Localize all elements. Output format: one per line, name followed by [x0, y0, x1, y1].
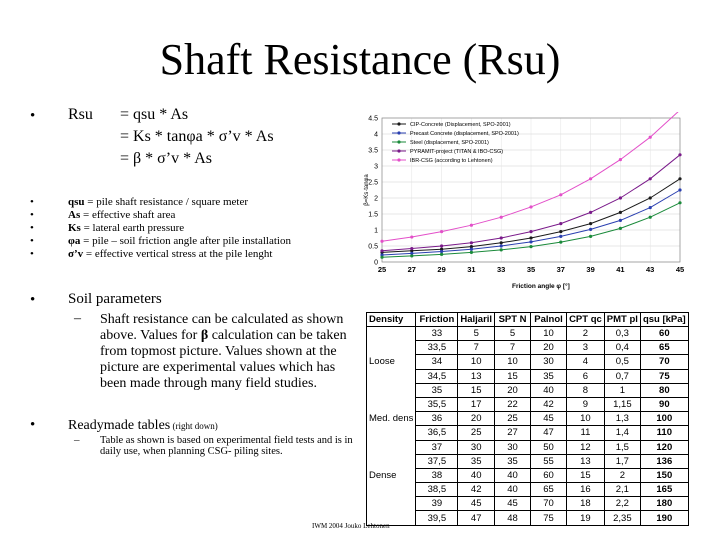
x-tick-label: 41 [616, 265, 625, 274]
table-cell: 38,5 [416, 483, 458, 497]
table-cell: 9 [567, 397, 605, 411]
table-cell: 70 [531, 497, 567, 511]
soil-text-post: calculation can be taken from topmost picture. Values shown at the picture are experimental values which has been made through many field studies. [100, 328, 347, 391]
table-cell: 37,5 [416, 454, 458, 468]
definition-text: = pile shaft resistance / square meter [84, 196, 249, 208]
legend-entry: CIP-Concrete (Displacement, SPO-2001) [410, 122, 511, 129]
table-cell: 75 [640, 369, 688, 383]
legend-entry: PYRAMIT-project (TITAN & IBO-CSG) [410, 149, 504, 156]
table-cell: 1,3 [604, 412, 640, 426]
data-point [678, 177, 681, 180]
data-point [559, 230, 562, 233]
table-cell: 25 [495, 412, 531, 426]
slide-title: Shaft Resistance (Rsu) [159, 35, 561, 84]
table-cell: 90 [640, 397, 688, 411]
data-point [470, 241, 473, 244]
table-cell: 39 [416, 497, 458, 511]
table-cell: 5 [495, 327, 531, 341]
y-tick-label: 1.5 [368, 211, 378, 219]
table-cell: 18 [567, 497, 605, 511]
table-cell: 3 [567, 341, 605, 355]
table-cell: 33,5 [416, 341, 458, 355]
table-cell: 11 [567, 426, 605, 440]
data-point [678, 201, 681, 204]
density-cell [367, 369, 416, 383]
table-header-cell: Friction [416, 313, 458, 327]
y-tick-label: 3 [374, 163, 378, 171]
table-cell: 4 [567, 355, 605, 369]
data-point [500, 236, 503, 239]
data-point [619, 211, 622, 214]
table-cell: 34,5 [416, 369, 458, 383]
data-point [619, 196, 622, 199]
table-cell: 42 [531, 397, 567, 411]
table-cell: 165 [640, 483, 688, 497]
sub-bullet-dash: – [74, 434, 80, 446]
x-tick-label: 31 [467, 265, 476, 274]
data-point [589, 177, 592, 180]
definition-term: Ks [68, 222, 81, 234]
data-point [440, 253, 443, 256]
table-cell: 33 [416, 327, 458, 341]
definition-text: = pile – soil friction angle after pile installation [80, 235, 291, 247]
table-cell: 7 [495, 341, 531, 355]
table-cell: 47 [458, 511, 495, 525]
table-cell: 45 [531, 412, 567, 426]
definition-list [30, 196, 291, 261]
table-header-cell: Density [367, 313, 416, 327]
table-cell: 30 [531, 355, 567, 369]
table-cell: 35 [458, 454, 495, 468]
table-cell: 1,15 [604, 397, 640, 411]
table-cell: 1 [604, 383, 640, 397]
x-tick-label: 37 [556, 265, 565, 274]
table-row [367, 497, 689, 511]
data-point [500, 244, 503, 247]
density-cell [367, 397, 416, 411]
definition-text: = lateral earth pressure [80, 222, 185, 234]
legend-marker [397, 140, 400, 143]
legend-entry: IBR-CSG (according to Lehtonen) [410, 158, 493, 165]
data-point [649, 206, 652, 209]
table-cell: 38 [416, 468, 458, 482]
sub-bullet-dash: – [74, 311, 81, 326]
table-cell: 36,5 [416, 426, 458, 440]
table-cell: 16 [567, 483, 605, 497]
table-cell: 40 [458, 468, 495, 482]
density-cell [367, 454, 416, 468]
table-row [367, 454, 689, 468]
data-point [410, 235, 413, 238]
table-cell: 10 [458, 355, 495, 369]
data-point [410, 254, 413, 257]
table-header-cell: SPT N [495, 313, 531, 327]
table-header-cell: Haljaril [458, 313, 495, 327]
data-point [500, 248, 503, 251]
x-axis-label: Friction angle φ [°] [512, 283, 570, 290]
table-cell: 35 [495, 454, 531, 468]
data-point [649, 216, 652, 219]
legend-entry: Precast Concrete (displacement, SPO-2001) [410, 131, 519, 138]
definition-item: • qsu = pile shaft resistance / square meter [30, 196, 249, 208]
table-cell: 40 [531, 383, 567, 397]
bullet-marker: • [30, 108, 36, 124]
data-point [470, 251, 473, 254]
table-cell: 10 [531, 327, 567, 341]
data-point [440, 250, 443, 253]
table-cell: 190 [640, 511, 688, 525]
table-cell: 15 [567, 468, 605, 482]
table-cell: 40 [495, 468, 531, 482]
table-cell: 27 [495, 426, 531, 440]
data-point [529, 236, 532, 239]
definition-term: σ’v [68, 248, 84, 260]
soil-text [100, 312, 356, 392]
data-point [529, 230, 532, 233]
table-cell: 35,5 [416, 397, 458, 411]
data-point [410, 247, 413, 250]
formula-line-1: = qsu * As [120, 106, 189, 123]
y-axis-label: β=Ks·tanφa [364, 174, 370, 206]
data-point [559, 222, 562, 225]
table-cell: 8 [567, 383, 605, 397]
table-cell: 15 [458, 383, 495, 397]
data-point [380, 256, 383, 259]
data-point [470, 224, 473, 227]
table-cell: 65 [531, 483, 567, 497]
x-tick-label: 33 [497, 265, 506, 274]
legend-entry: Steel (displacement, SPO-2001) [410, 140, 489, 147]
formula-lhs: Rsu [68, 106, 93, 123]
density-cell [367, 440, 416, 454]
data-point [589, 211, 592, 214]
data-point [440, 230, 443, 233]
table-cell: 37 [416, 440, 458, 454]
definition-term: As [68, 209, 81, 221]
table-cell: 30 [495, 440, 531, 454]
legend-marker [397, 149, 400, 152]
table-cell: 2,35 [604, 511, 640, 525]
definition-item: • As = effective shaft area [30, 209, 176, 221]
y-tick-label: 3.5 [368, 147, 378, 155]
table-cell: 70 [640, 355, 688, 369]
data-point [529, 205, 532, 208]
density-cell: Dense [367, 468, 416, 482]
table-row [367, 369, 689, 383]
table-row [367, 355, 689, 369]
data-point [619, 227, 622, 230]
y-tick-label: 2.5 [368, 179, 378, 187]
table-cell: 1,7 [604, 454, 640, 468]
table-cell: 50 [531, 440, 567, 454]
soil-beta: β [200, 328, 209, 343]
definition-text: = effective vertical stress at the pile lenght [83, 248, 273, 260]
data-point [678, 188, 681, 191]
table-header-row [367, 313, 689, 327]
table-cell: 35 [416, 383, 458, 397]
table-cell: 80 [640, 383, 688, 397]
table-cell: 0,3 [604, 327, 640, 341]
data-point [559, 241, 562, 244]
table-cell: 180 [640, 497, 688, 511]
table-header-cell: CPT qc [567, 313, 605, 327]
density-cell [367, 483, 416, 497]
x-tick-label: 39 [586, 265, 595, 274]
table-row [367, 327, 689, 341]
data-point [589, 228, 592, 231]
bullet-marker: • [30, 292, 36, 308]
table-cell: 36 [416, 412, 458, 426]
table-cell: 0,4 [604, 341, 640, 355]
table-cell: 1,5 [604, 440, 640, 454]
x-tick-label: 27 [407, 265, 416, 274]
table-cell: 42 [458, 483, 495, 497]
legend-marker [397, 122, 400, 125]
table-cell: 2 [604, 468, 640, 482]
table-cell: 0,7 [604, 369, 640, 383]
density-cell [367, 341, 416, 355]
table-cell: 20 [495, 383, 531, 397]
density-cell [367, 327, 416, 341]
table-cell: 1,4 [604, 426, 640, 440]
table-cell: 65 [640, 341, 688, 355]
formula-line-3: = β * σ’v * As [120, 150, 213, 167]
table-cell: 20 [531, 341, 567, 355]
table-cell: 55 [531, 454, 567, 468]
table-header-cell: PMT pl [604, 313, 640, 327]
table-cell: 35 [531, 369, 567, 383]
data-point [500, 216, 503, 219]
table-cell: 22 [495, 397, 531, 411]
data-point [500, 241, 503, 244]
table-cell: 7 [458, 341, 495, 355]
data-point [559, 235, 562, 238]
table-cell: 120 [640, 440, 688, 454]
table-cell: 48 [495, 511, 531, 525]
y-tick-label: 1 [374, 227, 378, 235]
y-tick-label: 4 [374, 131, 378, 139]
definition-item: • φa = pile – soil friction angle after pile installation [30, 235, 291, 247]
readymade-subtext: Table as shown is based on experimental field tests and is in daily use, when planning CSG- piling sites. [100, 435, 353, 457]
table-cell: 6 [567, 369, 605, 383]
y-tick-label: 0 [374, 259, 378, 267]
data-point [380, 240, 383, 243]
density-cell [367, 383, 416, 397]
beta-chart [362, 112, 692, 292]
x-tick-label: 29 [437, 265, 446, 274]
data-point [440, 244, 443, 247]
table-cell: 2,1 [604, 483, 640, 497]
table-row [367, 440, 689, 454]
table-row [367, 426, 689, 440]
data-point [619, 158, 622, 161]
data-point [529, 245, 532, 248]
table-cell: 150 [640, 468, 688, 482]
table-row [367, 412, 689, 426]
table-cell: 10 [567, 412, 605, 426]
table-cell: 110 [640, 426, 688, 440]
table-row [367, 383, 689, 397]
table-cell: 34 [416, 355, 458, 369]
data-point [470, 248, 473, 251]
definition-term: φa [68, 235, 81, 247]
x-tick-label: 45 [675, 265, 685, 274]
table-row [367, 397, 689, 411]
table-cell: 0,5 [604, 355, 640, 369]
data-point [649, 177, 652, 180]
table-cell: 45 [495, 497, 531, 511]
density-cell [367, 426, 416, 440]
soil-parameter-table [366, 312, 689, 526]
table-cell: 20 [458, 412, 495, 426]
table-row [367, 468, 689, 482]
table-cell: 40 [495, 483, 531, 497]
density-cell [367, 497, 416, 511]
formula-line-2: = Ks * tanφa * σ’v * As [120, 128, 274, 145]
definition-item: • σ’v = effective vertical stress at the pile lenght [30, 248, 273, 260]
footer-credit: IWM 2004 Jouko Lehtonen [312, 522, 390, 530]
table-row [367, 511, 689, 525]
table-cell: 47 [531, 426, 567, 440]
table-cell: 2,2 [604, 497, 640, 511]
data-point [649, 136, 652, 139]
table-row [367, 341, 689, 355]
data-point [619, 219, 622, 222]
table-cell: 17 [458, 397, 495, 411]
data-point [649, 196, 652, 199]
table-cell: 60 [531, 468, 567, 482]
data-point [589, 235, 592, 238]
table-cell: 10 [495, 355, 531, 369]
legend-marker [397, 131, 400, 134]
data-point [678, 153, 681, 156]
table-cell: 13 [458, 369, 495, 383]
density-cell: Loose [367, 355, 416, 369]
x-tick-label: 35 [526, 265, 536, 274]
table-header-cell: qsu [kPa] [640, 313, 688, 327]
bullet-marker: • [30, 417, 36, 433]
table-cell: 100 [640, 412, 688, 426]
table-cell: 30 [458, 440, 495, 454]
table-row [367, 483, 689, 497]
data-point [529, 240, 532, 243]
data-point [589, 222, 592, 225]
legend-marker [397, 158, 400, 161]
readymade-heading: Readymade tables [68, 418, 171, 433]
data-point [559, 193, 562, 196]
x-tick-label: 25 [377, 265, 387, 274]
definition-text: = effective shaft area [80, 209, 176, 221]
y-tick-label: 0.5 [368, 243, 378, 251]
table-cell: 5 [458, 327, 495, 341]
y-tick-label: 4.5 [368, 115, 378, 123]
table-cell: 136 [640, 454, 688, 468]
table-cell: 19 [567, 511, 605, 525]
table-header-cell: Palnol [531, 313, 567, 327]
readymade-heading-line [68, 416, 218, 434]
soil-text-pre: Shaft resistance can be calculated as shown above. Values for [100, 312, 344, 343]
soil-heading: Soil parameters [68, 291, 162, 307]
readymade-note: (right down) [170, 421, 218, 431]
data-point [380, 249, 383, 252]
table-cell: 75 [531, 511, 567, 525]
table-cell: 25 [458, 426, 495, 440]
definition-item: • Ks = lateral earth pressure [30, 222, 185, 234]
table-cell: 13 [567, 454, 605, 468]
y-tick-label: 2 [374, 195, 378, 203]
table-cell: 2 [567, 327, 605, 341]
table-cell: 15 [495, 369, 531, 383]
table-cell: 39,5 [416, 511, 458, 525]
table-cell: 12 [567, 440, 605, 454]
definition-term: qsu [68, 196, 85, 208]
density-cell: Med. dens [367, 412, 416, 426]
x-tick-label: 43 [646, 265, 655, 274]
table-cell: 45 [458, 497, 495, 511]
table-cell: 60 [640, 327, 688, 341]
